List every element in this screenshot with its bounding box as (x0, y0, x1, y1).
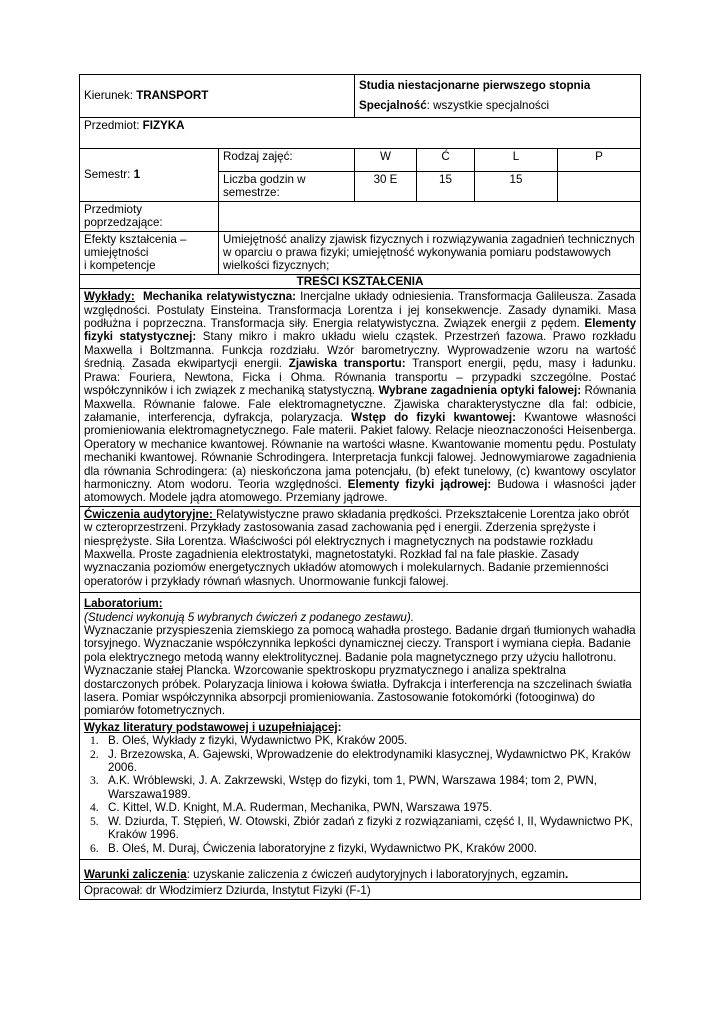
rodzaj-label: Rodzaj zajęć: (219, 149, 355, 172)
col-p: P (558, 149, 641, 172)
przedmiot-label: Przedmiot: (84, 119, 143, 132)
literatura-row (80, 719, 641, 859)
wyklady-p5-text: Kwantowe własności promieniowania elektromagnetycznego. Fale materii. Pakiet falowy. Relacje nieoznaczoności Heisenberga. Operatory w mechanice kwantowej. Równanie na wartości własne. Kwantowanie momentu pędu. Postulaty mechaniki kwantowej. Równanie Schrodingera. Interpretacja funkcji falowej. Jednowymiarowe zagadnienia dla równania Schrodingera: (a) nieskończona jama potencjału, (b) efekt tunelowy, (c) kwantowy oscylator harmoniczny. Atom wodoru. Teoria względności. (84, 410, 637, 491)
wyklady-p1-text: Inercjalne układy odniesienia. Transformacja Galileusza. Zasada względności. Postulaty Einsteina. Transformacja Lorentza i jej konsekwencje. Zasady dynamiki. Masa podłużna i poprzeczna. Transformacja siły. Energia relatywistyczna. Związek energii z pędem. (84, 290, 637, 331)
col-l: L (475, 149, 558, 172)
wyklady-row (80, 289, 641, 507)
literatura-item (90, 774, 636, 801)
kierunek-cell (80, 75, 355, 118)
hours-p (558, 172, 641, 202)
prereq-row (80, 201, 641, 231)
literatura-item-number: 6. (90, 841, 99, 855)
col-c: Ć (417, 149, 475, 172)
literatura-list (84, 734, 636, 855)
laboratorium-label: Laboratorium: (84, 597, 163, 611)
hours-c: 15 (417, 172, 475, 202)
opracowal-row (80, 883, 641, 899)
hours-w: 30 E (355, 172, 417, 202)
warunki-dot: . (564, 867, 569, 881)
literatura-label: Wykaz literatury podstawowej i uzupełniającej (84, 720, 338, 734)
semestr-value: 1 (133, 168, 141, 182)
literatura-item-number: 5. (90, 814, 99, 828)
przedmiot-value: FIZYKA (142, 119, 185, 132)
effects-label-1: Efekty kształcenia – (84, 232, 187, 246)
warunki-text: : uzyskanie zaliczenia z ćwiczeń audytoryjnych i laboratoryjnych, egzamin (186, 867, 565, 881)
literatura-item (90, 814, 636, 842)
wyklady-p1-heading: Mechanika relatywistyczna: (143, 290, 296, 304)
col-w: W (355, 149, 417, 172)
effects-label-2: umiejętności (84, 246, 149, 260)
godziny-label: Liczba godzin w semestrze: (219, 172, 355, 202)
literatura-item-text: W. Dziurda, T. Stępień, W. Otowski, Zbiór zadań z fizyki z rozwiązaniami, część I, II, Wydawnictwo PK, Kraków 1996. (108, 814, 633, 842)
literatura-item-text: A.K. Wróblewski, J. A. Zakrzewski, Wstęp do fizyki, tom 1, PWN, Warszawa 1984; tom 2, PWN, Warszawa1989. (108, 774, 597, 801)
literatura-item (90, 841, 636, 855)
effects-value: Umiejętność analizy zjawisk fizycznych i rozwiązywania zagadnień technicznych w oparciu o prawa fizyki; umiejętność wykonywania pomiaru podstawowych wielkości fizycznych; (219, 231, 641, 274)
specjalnosc-value: : wszystkie specjalności (426, 99, 550, 112)
literatura-item-number: 2. (90, 747, 99, 761)
prereq-label-cell (80, 201, 219, 231)
literatura-item-text: B. Oleś, Wykłady z fizyki, Wydawnictwo PK, Kraków 2005. (108, 734, 408, 748)
syllabus-page (79, 74, 640, 900)
wyklady-p4-heading: Wybrane zagadnienia optyki falowej: (378, 384, 582, 398)
laboratorium-cell (80, 593, 641, 720)
kierunek-value: TRANSPORT (136, 89, 209, 103)
semester-row-1 (80, 149, 641, 172)
wyklady-p3-heading: Zjawiska transportu: (288, 357, 406, 371)
studia-cell (355, 75, 641, 118)
wyklady-p5-heading: Wstęp do fizyki kwantowej: (351, 410, 516, 424)
literatura-item-text: B. Oleś, M. Duraj, Ćwiczenia laboratoryjne z fizyki, Wydawnictwo PK, Kraków 2000. (108, 841, 538, 855)
laboratorium-note: (Studenci wykonują 5 wybranych ćwiczeń z podanego zestawu). (84, 610, 414, 624)
cwiczenia-row (80, 506, 641, 592)
laboratorium-text: Wyznaczanie przyspieszenia ziemskiego za pomocą wahadła prostego. Badanie drgań tłumionych wahadła torsyjnego. Wyznaczanie współczynnika lepkości dynamicznej cieczy. Transport i wymiana ciepła. Badanie pola elektrycznego metodą wanny elektrolitycznej. Badanie pola magnetycznego przy użyciu hallotronu. Wyznaczanie stałej Plancka. Wzorcowanie spektroskopu pryzmatycznego i analiza spektralna dostarczonych próbek. Polaryzacja liniowa i kołowa światła. Dyfrakcja i interferencja na szczelinach światła lasera. Pomiar współczynnika absorpcji promieniowania. Zastosowanie fotokomórki (fotooginwa) do pomiarów fotometrycznych. (84, 624, 636, 718)
prereq-value (219, 201, 641, 231)
warunki-cell (80, 859, 641, 882)
literatura-colon: : (337, 720, 342, 734)
effects-label-cell (80, 231, 219, 274)
literatura-cell (80, 719, 641, 859)
wyklady-p3-text: Transport energii, pędu, masy i ładunku. Prawa: Fouriera, Newtona, Ficka i Ohma. Równania transportu – przypadki szczególne. Postać współczynników i ich związek z mechaniką statystyczną. (84, 357, 637, 398)
literatura-item (90, 801, 636, 815)
cwiczenia-label: Ćwiczenia audytoryjne: (84, 507, 217, 521)
effects-row (80, 231, 641, 274)
wyklady-p2-text: Stany mikro i makro układu wielu cząstek. Przestrzeń fazowa. Prawo rozkładu Maxwella i Boltzmanna. Funkcja rozdziału. Wzór barometryczny. Wyprowadzenie wzoru na wartość średnią. Zasada ekwipartycji energii. (84, 330, 637, 371)
prereq-label-2: poprzedzające: (84, 216, 163, 230)
wyklady-p4-text: Równania Maxwella. Równanie falowe. Fale elektromagnetyczne. Zjawiska charakterystyczne dla fal: odbicie, załamanie, interferencja, dyfrakcja, polaryzacja. (84, 384, 637, 424)
literatura-item (90, 747, 636, 775)
literatura-item-number: 4. (90, 801, 99, 815)
wyklady-p6-heading: Elementy fizyki jądrowej: (347, 477, 492, 491)
warunki-label: Warunki zaliczenia (84, 867, 187, 881)
header-row (80, 75, 641, 118)
przedmiot-row (80, 118, 641, 149)
semestr-cell (80, 149, 219, 202)
literatura-item-text: J. Brzezowska, A. Gajewski, Wprowadzenie do elektrodynamiki klasycznej, Wydawnictwo PK, Kraków 2006. (108, 747, 631, 775)
effects-label-3: i kompetencje (84, 259, 156, 273)
wyklady-cell (80, 289, 641, 507)
kierunek-label: Kierunek: (84, 89, 137, 103)
studia-text: Studia niestacjonarne pierwszego stopnia (359, 79, 591, 92)
przedmiot-cell (80, 118, 641, 149)
literatura-item-text: C. Kittel, W.D. Knight, M.A. Ruderman, Mechanika, PWN, Warszawa 1975. (108, 801, 493, 815)
prereq-label-1: Przedmioty (84, 202, 142, 216)
cwiczenia-text: Relatywistyczne prawo składania prędkości. Przekształcenie Lorentza jako obrót w czteroprzestrzeni. Przykłady zastosowania zasad zachowania pęd i energii. Zderzenia sprężyste i niesprężyste. Siła Lorentza. Właściwości pól elektrycznych i magnetycznych na podstawie rozkładu Maxwella. Proste zagadnienia elektrostatyki, magnetostatyki. Rozkład fal na fale płaskie. Zasady wyznaczania poziomów energetycznych układów atomowych i molekularnych. Badanie przemienności operatorów i przykłady równań własnych. Unormowanie funkcji falowej. (84, 507, 630, 588)
cwiczenia-cell (80, 506, 641, 592)
warunki-row (80, 859, 641, 882)
literatura-item-number: 3. (90, 774, 99, 788)
tresci-title: TREŚCI KSZTAŁCENIA (80, 274, 641, 288)
specjalnosc-label: Specjalność (359, 99, 427, 112)
syllabus-table (79, 74, 641, 900)
wyklady-label: Wykłady: (84, 290, 135, 304)
wyklady-p6-text: Budowa i własności jąder atomowych. Modele jądra atomowego. Przemiany jądrowe. (84, 477, 637, 505)
hours-l: 15 (475, 172, 558, 202)
semestr-label: Semestr: (84, 168, 134, 182)
wyklady-p2-heading: Elementy fizyki statystycznej: (84, 317, 637, 344)
opracowal-cell: Opracował: dr Włodzimierz Dziurda, Instytut Fizyki (F-1) (80, 883, 641, 899)
literatura-item-number: 1. (90, 734, 99, 748)
laboratorium-row (80, 593, 641, 720)
tresci-row (80, 274, 641, 288)
literatura-item (90, 734, 636, 748)
